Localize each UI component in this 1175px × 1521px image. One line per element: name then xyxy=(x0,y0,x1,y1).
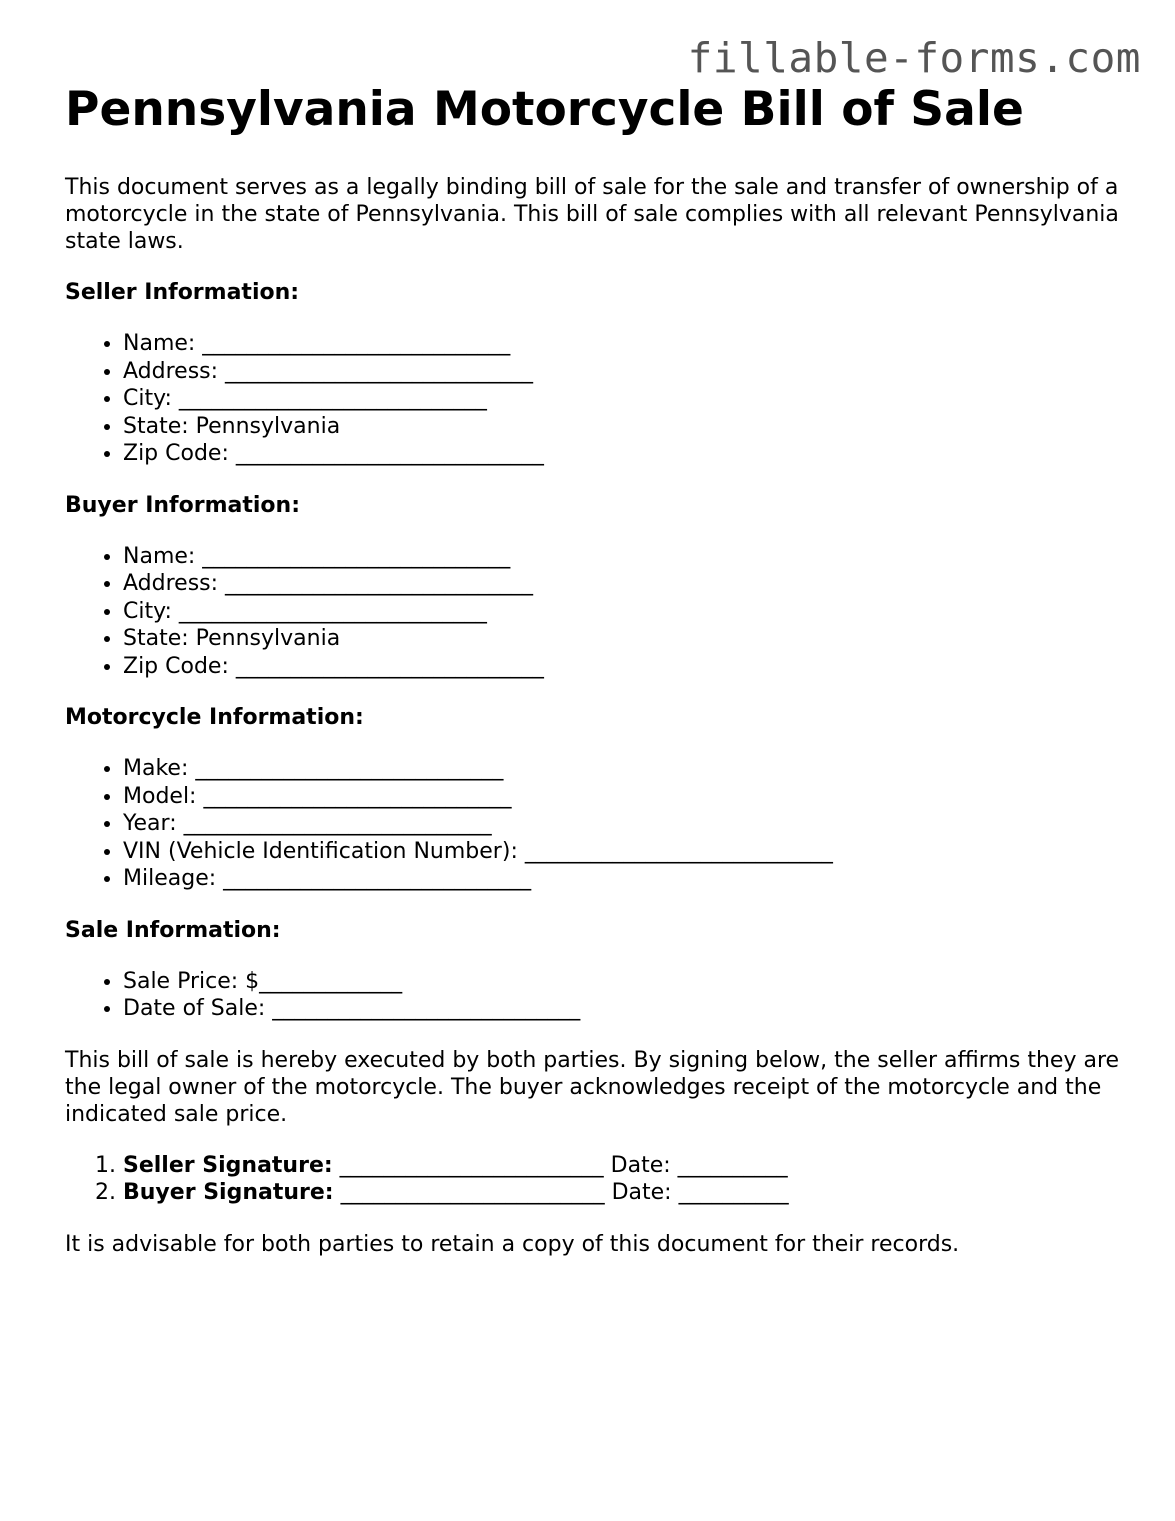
seller-signature-blank[interactable]: ________________________ Date: __________ xyxy=(332,1152,788,1178)
seller-section-heading: Seller Information: xyxy=(65,280,300,306)
buyer-state-field: • State: Pennsylvania xyxy=(123,625,1125,653)
buyer-section-heading: Buyer Information: xyxy=(65,492,300,518)
motorcycle-mileage-field[interactable]: • Mileage: ____________________________ xyxy=(123,865,1125,893)
buyer-signature-label: Buyer Signature: xyxy=(123,1180,334,1206)
sale-date-field[interactable]: • Date of Sale: ____________________________ xyxy=(123,995,1125,1023)
page-title: Pennsylvania Motorcycle Bill of Sale xyxy=(65,82,1024,137)
motorcycle-model-field[interactable]: • Model: ____________________________ xyxy=(123,783,1125,811)
seller-address-field[interactable]: • Address: ____________________________ xyxy=(123,358,1125,386)
seller-fields-list xyxy=(65,330,1125,468)
seller-zip-field[interactable]: • Zip Code: ____________________________ xyxy=(123,440,1125,468)
seller-signature-line[interactable] xyxy=(123,1152,1125,1180)
motorcycle-make-field[interactable]: • Make: ____________________________ xyxy=(123,755,1125,783)
seller-city-field[interactable]: • City: ____________________________ xyxy=(123,385,1125,413)
buyer-address-field[interactable]: • Address: ____________________________ xyxy=(123,570,1125,598)
intro-paragraph: This document serves as a legally binding bill of sale for the sale and transfer of ownership of a motorcycle in the state of Pennsylvania. This bill of sale complies with all relevant Pennsylvania state laws. xyxy=(65,175,1119,255)
execution-paragraph: This bill of sale is hereby executed by both parties. By signing below, the seller affirms they are the legal owner of the motorcycle. The buyer acknowledges receipt of the motorcycle and the indicated sale price. xyxy=(65,1047,1120,1127)
motorcycle-section-heading: Motorcycle Information: xyxy=(65,705,364,731)
closing-paragraph: It is advisable for both parties to retain a copy of this document for their records. xyxy=(65,1231,960,1257)
sale-price-field[interactable]: • Sale Price: $_____________ xyxy=(123,968,1125,996)
seller-state-field: • State: Pennsylvania xyxy=(123,413,1125,441)
seller-name-field[interactable]: • Name: ____________________________ xyxy=(123,330,1125,358)
motorcycle-fields-list xyxy=(65,755,1125,893)
document-body xyxy=(65,82,1125,1282)
motorcycle-year-field[interactable]: • Year: ____________________________ xyxy=(123,810,1125,838)
buyer-signature-line[interactable] xyxy=(123,1179,1125,1207)
buyer-zip-field[interactable]: • Zip Code: ____________________________ xyxy=(123,653,1125,681)
motorcycle-vin-field[interactable]: • VIN (Vehicle Identification Number): ____________________________ xyxy=(123,838,1125,866)
sale-fields-list xyxy=(65,968,1125,1023)
seller-signature-label: Seller Signature: xyxy=(123,1152,333,1178)
buyer-city-field[interactable]: • City: ____________________________ xyxy=(123,598,1125,626)
watermark: fillable-forms.com xyxy=(687,34,1141,82)
sale-section-heading: Sale Information: xyxy=(65,917,281,943)
buyer-name-field[interactable]: • Name: ____________________________ xyxy=(123,543,1125,571)
buyer-signature-blank[interactable]: ________________________ Date: __________ xyxy=(333,1180,789,1206)
buyer-fields-list xyxy=(65,543,1125,681)
signature-list xyxy=(65,1152,1125,1207)
